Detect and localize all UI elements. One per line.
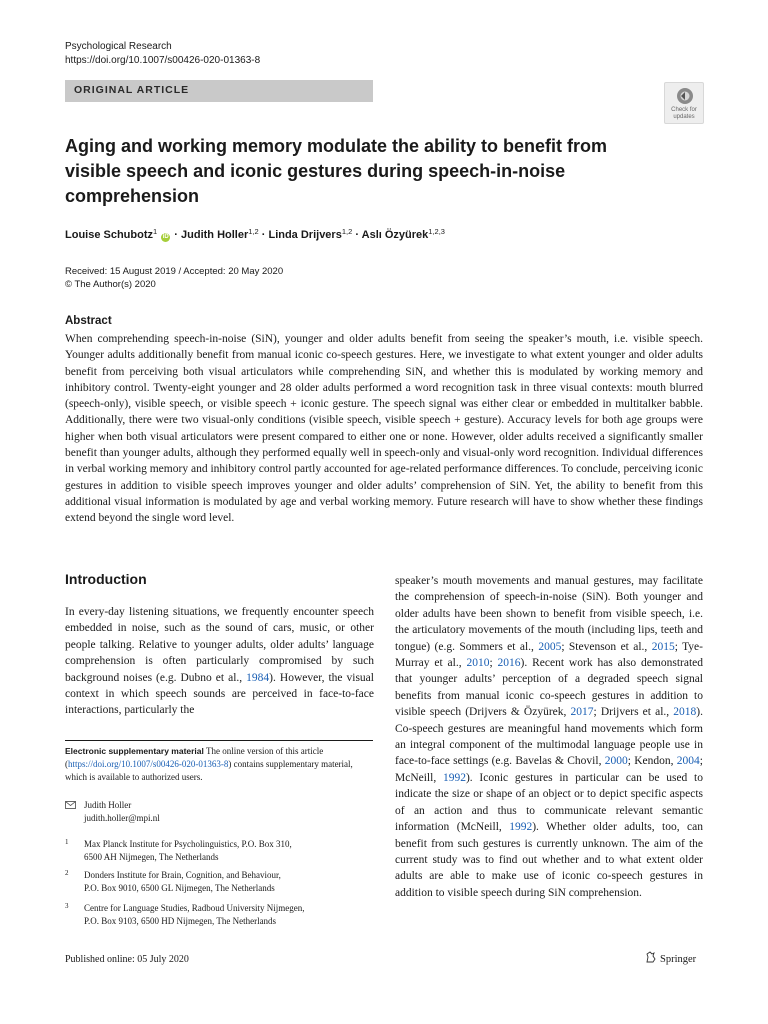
introduction-heading: Introduction bbox=[65, 571, 147, 587]
citation-link[interactable]: 2004 bbox=[676, 755, 700, 768]
author-affiliation: 1,2,3 bbox=[428, 227, 445, 236]
affiliation-line: Max Planck Institute for Psycholinguistics, P.O. Box 310, bbox=[84, 839, 292, 849]
affiliation-3 bbox=[84, 902, 304, 928]
affiliation-line: P.O. Box 9010, 6500 GL Nijmegen, The Netherlands bbox=[84, 883, 275, 893]
affiliation-line: Centre for Language Studies, Radboud University Nijmegen, bbox=[84, 903, 305, 913]
affiliation-line: Donders Institute for Brain, Cognition, and Behaviour, bbox=[84, 870, 281, 880]
corresponding-author-email[interactable]: judith.holler@mpi.nl bbox=[84, 813, 160, 823]
intro-paragraph-text: ). Recent work has also demonstrated that younger adults’ perception of a degraded speech signal benefits from manual iconic co-speech gestures in addition to visible speech (Drijvers & Özyürek, bbox=[395, 657, 703, 719]
envelope-icon bbox=[65, 801, 76, 809]
corresponding-author bbox=[84, 799, 160, 825]
abstract-heading: Abstract bbox=[65, 315, 112, 327]
esm-text: ) contains supplementary material, which is available to authorized users. bbox=[65, 759, 353, 782]
author-name[interactable]: Linda Drijvers bbox=[268, 229, 342, 241]
publisher-logo bbox=[644, 951, 696, 967]
intro-paragraph-text: ; Stevenson et al., bbox=[561, 640, 652, 653]
esm-doi-link[interactable]: https://doi.org/10.1007/s00426-020-01363-8 bbox=[68, 759, 229, 769]
intro-paragraph-text: speaker’s mouth movements and manual gestures, may facilitate the comprehension of speech-in-noise (SiN). Both younger and older adults have been shown to benefit from visible speech, i.e. the articulatory movements of the mouth (including lips, teeth and tongue) (e.g. Sommers et al., bbox=[395, 575, 703, 653]
citation-link[interactable]: 2018 bbox=[673, 706, 697, 719]
affiliation-line: 6500 AH Nijmegen, The Netherlands bbox=[84, 852, 219, 862]
journal-name: Psychological Research bbox=[65, 41, 172, 52]
copyright-notice: © The Author(s) 2020 bbox=[65, 279, 156, 290]
abstract-text: When comprehending speech-in-noise (SiN), younger and older adults benefit from seeing the speaker’s mouth, i.e. visible speech. Younger adults additionally benefit from manual iconic co-speech gestures. Here, we investigate to what extent younger and older adults benefit from perceiving both visual articulators while comprehending SiN, and whether this is modulated by working memory and inhibitory control. Twenty-eight younger and 28 older adults performed a word recognition task in three visual contexts: mouth blurred (speech-only), visible speech, or visible speech + iconic gesture. The speech signal was either clear or embedded in multitalker babble. Additionally, there were two visual-only conditions (visible speech, visible speech + gesture). Accuracy levels for both age groups were higher when both visual articulators were present compared to either one or none. However, older adults received a significantly smaller benefit than younger adults, although they performed equally well in speech-only and visual-only word recognition. Individual differences in verbal working memory and inhibitory control partly accounted for age-related performance differences. To conclude, perceiving iconic gestures in addition to visible speech improves younger and older adults’ comprehension of SiN. Yet, the ability to benefit from this additional visual information is modulated by age and verbal working memory. Future research will have to show whether these findings extend beyond the single word level. bbox=[65, 333, 703, 525]
intro-paragraph-text: ). Iconic gestures in particular can be used to indicate the size or shape of an object or to depict specific aspects of an action and thus to communicate relevant semantic information (McNeill, bbox=[395, 771, 703, 834]
check-updates-label: Check for updates bbox=[671, 107, 697, 120]
author-affiliation: 1,2 bbox=[341, 227, 353, 236]
affiliation-2 bbox=[84, 869, 281, 895]
intro-paragraph-text: ). Whether older adults, too, can benefit from such gestures is currently unknown. The aim of the current study was to find out whether and to what extent older adults are able to make use of iconic co-speech gestures in addition to visible speech during SiN comprehension. bbox=[395, 821, 703, 899]
article-type: ORIGINAL ARTICLE bbox=[74, 84, 190, 96]
article-title: Aging and working memory modulate the ability to benefit from visible speech and iconic gestures during speech-in-noise comprehension bbox=[65, 136, 608, 206]
citation-link[interactable]: 2005 bbox=[538, 640, 562, 653]
author-affiliation: 1 bbox=[153, 227, 158, 236]
affiliation-1 bbox=[84, 838, 292, 864]
introduction-right-column bbox=[395, 573, 703, 901]
intro-paragraph-text: ; Kendon, bbox=[627, 755, 677, 768]
check-for-updates-badge[interactable] bbox=[664, 82, 704, 124]
citation-link[interactable]: 2015 bbox=[651, 640, 675, 653]
intro-paragraph-text: ; Tye-Murray et al., bbox=[395, 640, 703, 670]
author-name[interactable]: Aslı Özyürek bbox=[361, 229, 429, 241]
published-online-date: Published online: 05 July 2020 bbox=[65, 954, 189, 965]
intro-paragraph-text: ). Co-speech gestures are meaningful hand movements which form an integral component of the multimodal language people use in face-to-face settings (e.g. Bavelas & Chovil, bbox=[395, 706, 703, 768]
esm-label: Electronic supplementary material bbox=[65, 746, 204, 756]
article-doi[interactable]: https://doi.org/10.1007/s00426-020-01363-8 bbox=[65, 55, 261, 66]
citation-link[interactable]: 1984 bbox=[246, 671, 270, 684]
intro-paragraph-text: In every-day listening situations, we frequently encounter speech embedded in noise, such as the sound of cars, music, or other people talking. Relative to younger adults, older adults’ language comprehension is often particularly compromised by such background noises (e.g. Dubno et al., bbox=[65, 606, 374, 684]
author-affiliation: 1,2 bbox=[248, 227, 259, 236]
received-accepted-dates: Received: 15 August 2019 / Accepted: 20 May 2020 bbox=[65, 266, 284, 277]
check-updates-icon bbox=[676, 87, 694, 105]
introduction-left-column bbox=[65, 604, 374, 719]
citation-link[interactable]: 1992 bbox=[509, 821, 533, 834]
author-list: Louise Schubotz$^1$ iD · Judith Holler$^{1,2}$ · Linda Drijvers$^{1,2}$ · Aslı Özyürek$^{1,2,3}$ bbox=[65, 227, 445, 241]
affiliation-number: 3 bbox=[65, 902, 69, 910]
springer-horse-icon bbox=[644, 951, 657, 964]
citation-link[interactable]: 1992 bbox=[442, 771, 466, 784]
intro-paragraph-text: ; Drijvers et al., bbox=[593, 706, 674, 719]
citation-link[interactable]: 2000 bbox=[604, 755, 628, 768]
publisher-name: Springer bbox=[660, 954, 697, 965]
citation-link[interactable]: 2017 bbox=[570, 706, 594, 719]
author-name[interactable]: Judith Holler bbox=[181, 229, 249, 241]
citation-link[interactable]: 2010 bbox=[466, 657, 490, 670]
article-type-bar bbox=[65, 80, 373, 102]
corresponding-author-name: Judith Holler bbox=[84, 800, 132, 810]
intro-paragraph-text: ; McNeill, bbox=[395, 755, 703, 784]
intro-paragraph-text: ). However, the visual context in which speech sounds are perceived in face-to-face interactions, particularly the bbox=[65, 671, 374, 717]
footnote-divider bbox=[65, 740, 373, 741]
affiliation-line: P.O. Box 9103, 6500 HD Nijmegen, The Netherlands bbox=[84, 916, 277, 926]
affiliation-number: 2 bbox=[65, 869, 69, 877]
orcid-icon[interactable]: iD bbox=[162, 234, 169, 240]
citation-link[interactable]: 2016 bbox=[497, 657, 521, 670]
esm-text: The online version of this article ( bbox=[65, 746, 324, 769]
author-name[interactable]: Louise Schubotz bbox=[65, 229, 153, 241]
intro-paragraph-text: ; bbox=[489, 657, 498, 670]
affiliation-number: 1 bbox=[65, 838, 69, 846]
supplementary-material-note bbox=[65, 745, 373, 784]
